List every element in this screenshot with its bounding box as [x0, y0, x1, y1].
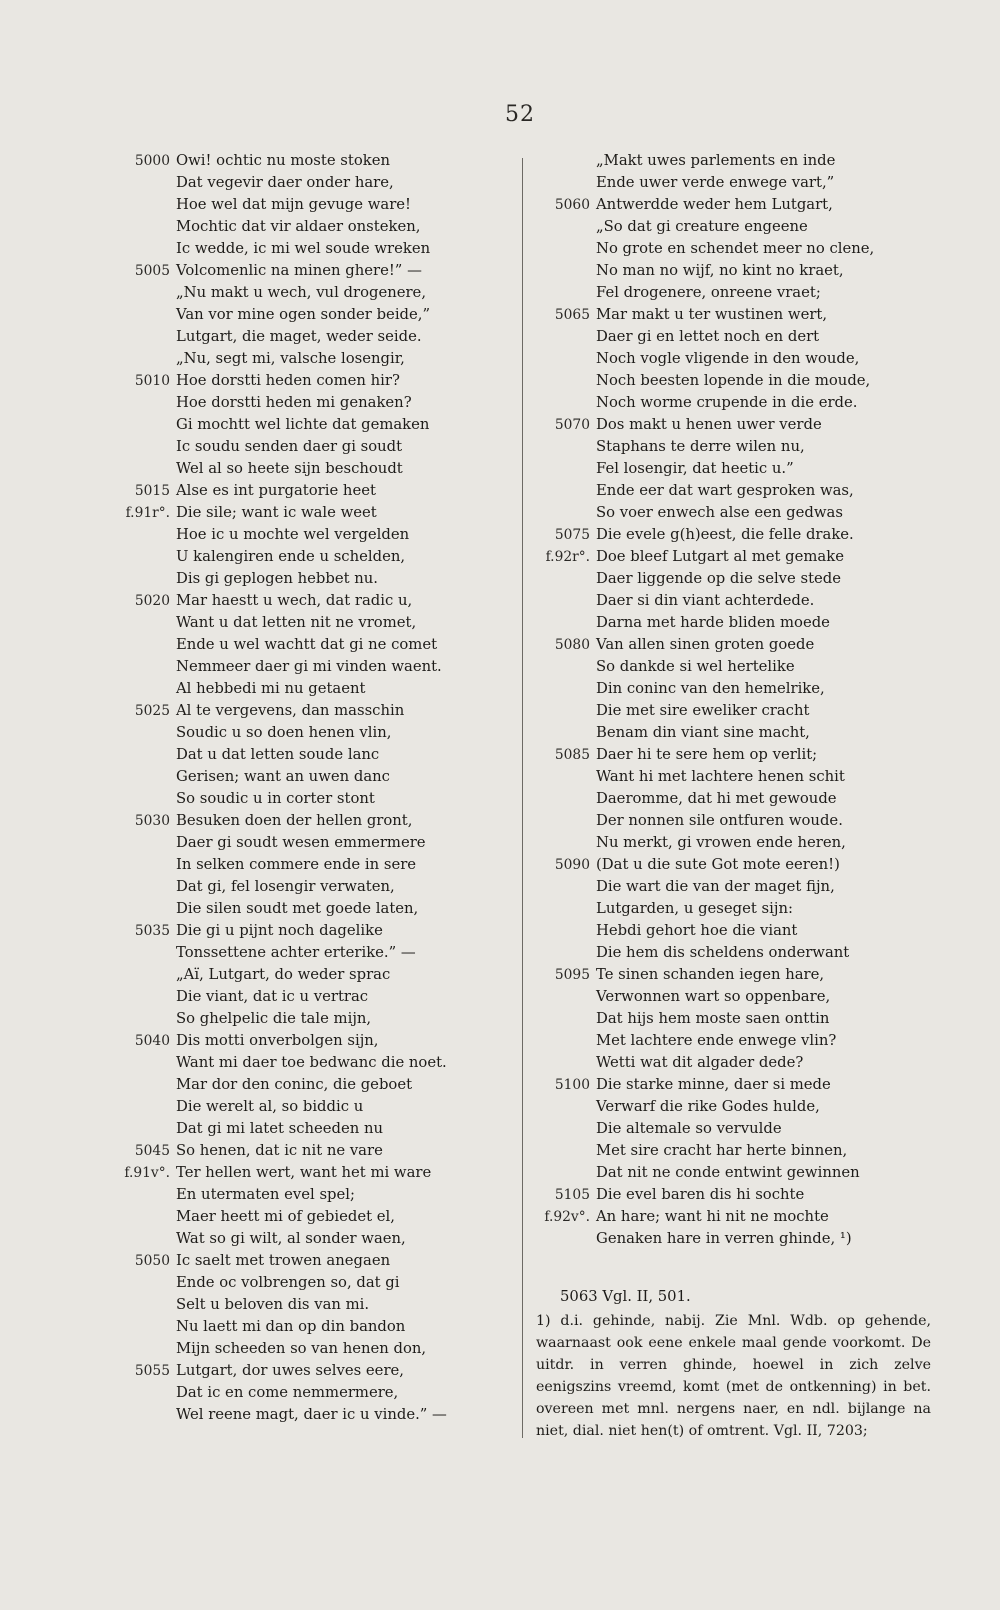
verse-text: Mar dor den coninc, die geboet [176, 1076, 413, 1093]
verse-text: Die hem dis scheldens onderwant [596, 944, 850, 961]
verse-text: Nemmeer daer gi mi vinden waent. [176, 658, 442, 675]
verse-text: Dis motti onverbolgen sijn, [176, 1032, 379, 1049]
verse-text: Noch worme crupende in die erde. [596, 394, 858, 411]
line-number: 5045 [134, 1143, 170, 1159]
right-verse-column [530, 150, 920, 1250]
verse-line [530, 414, 920, 436]
verse-line [110, 832, 480, 854]
verse-line [110, 216, 480, 238]
line-number: 5095 [554, 967, 590, 983]
verse-text: Noch vogle vligende in den woude, [596, 350, 860, 367]
verse-text: „Nu, segt mi, valsche losengir, [176, 350, 405, 367]
verse-text: Met sire cracht har herte binnen, [596, 1142, 848, 1159]
verse-text: Die starke minne, daer si mede [596, 1076, 831, 1093]
verse-text: Maer heett mi of gebiedet el, [176, 1208, 395, 1225]
verse-line [110, 1294, 480, 1316]
verse-text: Hebdi gehort hoe die viant [596, 922, 798, 939]
verse-line [530, 678, 920, 700]
verse-line [110, 1162, 480, 1184]
page-number: 52 [505, 102, 535, 127]
verse-line [530, 722, 920, 744]
verse-text: Die sile; want ic wale weet [176, 504, 377, 521]
verse-line [530, 216, 920, 238]
line-number: 5100 [554, 1077, 590, 1093]
line-number: f.92r°. [545, 549, 590, 565]
verse-text: (Dat u die sute Got mote eeren!) [596, 856, 840, 873]
verse-line [110, 1338, 480, 1360]
verse-line [110, 1008, 480, 1030]
verse-text: Ic saelt met trowen anegaen [176, 1252, 391, 1269]
verse-line [530, 942, 920, 964]
verse-line [530, 568, 920, 590]
verse-text: Soudic u so doen henen vlin, [176, 724, 392, 741]
verse-text: Die gi u pijnt noch dagelike [176, 922, 383, 939]
verse-text: Lutgarden, u geseget sijn: [596, 900, 793, 917]
verse-line [110, 920, 480, 942]
verse-line [530, 832, 920, 854]
verse-text: Die evele g(h)eest, die felle drake. [596, 526, 854, 543]
verse-line [530, 326, 920, 348]
verse-text: Die werelt al, so biddic u [176, 1098, 364, 1115]
verse-text: Mijn scheeden so van henen don, [176, 1340, 427, 1357]
verse-line [530, 920, 920, 942]
verse-line [110, 722, 480, 744]
verse-text: Besuken doen der hellen gront, [176, 812, 413, 829]
verse-line [530, 700, 920, 722]
verse-text: Al te vergevens, dan masschin [176, 702, 405, 719]
verse-text: Wetti wat dit algader dede? [596, 1054, 804, 1071]
verse-line [530, 524, 920, 546]
verse-text: Verwonnen wart so oppenbare, [596, 988, 831, 1005]
verse-text: Fel drogenere, onreene vraet; [596, 284, 821, 301]
column-divider [522, 158, 523, 1438]
verse-text: Fel losengir, dat heetic u.” [596, 460, 794, 477]
verse-text: So ghelpelic die tale mijn, [176, 1010, 372, 1027]
verse-text: Hoe dorstti heden mi genaken? [176, 394, 412, 411]
verse-text: Lutgart, dor uwes selves eere, [176, 1362, 404, 1379]
verse-text: U kalengiren ende u schelden, [176, 548, 406, 565]
verse-text: Doe bleef Lutgart al met gemake [596, 548, 844, 565]
verse-text: Nu merkt, gi vrowen ende heren, [596, 834, 846, 851]
verse-text: „Makt uwes parlements en inde [596, 152, 836, 169]
verse-line [110, 1404, 480, 1426]
verse-text: So voer enwech alse een gedwas [596, 504, 843, 521]
verse-text: Owi! ochtic nu moste stoken [176, 152, 390, 169]
verse-line [110, 524, 480, 546]
verse-text: No man no wijf, no kint no kraet, [596, 262, 844, 279]
verse-text: Noch beesten lopende in die moude, [596, 372, 871, 389]
line-number: 5005 [134, 263, 170, 279]
verse-text: Dat nit ne conde entwint gewinnen [596, 1164, 860, 1181]
line-number: 5105 [554, 1187, 590, 1203]
verse-text: Ende oc volbrengen so, dat gi [176, 1274, 400, 1291]
verse-line [530, 502, 920, 524]
verse-line [110, 876, 480, 898]
verse-text: Wel al so heete sijn beschoudt [176, 460, 403, 477]
line-number: 5075 [554, 527, 590, 543]
verse-line [530, 1030, 920, 1052]
verse-line [110, 656, 480, 678]
verse-text: Din coninc van den hemelrike, [596, 680, 825, 697]
verse-line [530, 766, 920, 788]
verse-text: En utermaten evel spel; [176, 1186, 355, 1203]
line-number: 5010 [134, 373, 170, 389]
verse-text: So henen, dat ic nit ne vare [176, 1142, 383, 1159]
verse-line [110, 1316, 480, 1338]
verse-line [530, 546, 920, 568]
verse-line [530, 1184, 920, 1206]
verse-line [530, 1228, 920, 1250]
left-verse-column [110, 150, 480, 1426]
verse-line [110, 810, 480, 832]
verse-text: Hoe dorstti heden comen hir? [176, 372, 400, 389]
verse-line [110, 612, 480, 634]
verse-line [110, 634, 480, 656]
verse-line [110, 1228, 480, 1250]
verse-text: So soudic u in corter stont [176, 790, 375, 807]
line-number: 5025 [134, 703, 170, 719]
verse-text: Ic soudu senden daer gi soudt [176, 438, 403, 455]
verse-line [110, 854, 480, 876]
verse-line [530, 656, 920, 678]
verse-line [110, 678, 480, 700]
verse-line [530, 392, 920, 414]
verse-text: Dat u dat letten soude lanc [176, 746, 380, 763]
verse-text: Dat vegevir daer onder hare, [176, 174, 394, 191]
verse-text: Nu laett mi dan op din bandon [176, 1318, 406, 1335]
verse-text: Genaken hare in verren ghinde, ¹) [596, 1230, 852, 1247]
verse-line [110, 436, 480, 458]
verse-text: Van vor mine ogen sonder beide,” [176, 306, 431, 323]
verse-line [110, 1206, 480, 1228]
verse-line [110, 1052, 480, 1074]
line-number: 5065 [554, 307, 590, 323]
verse-line [530, 788, 920, 810]
verse-line [110, 304, 480, 326]
verse-line [530, 194, 920, 216]
verse-line [530, 260, 920, 282]
verse-text: Die altemale so vervulde [596, 1120, 782, 1137]
verse-text: Die viant, dat ic u vertrac [176, 988, 369, 1005]
verse-line [110, 282, 480, 304]
line-number: 5000 [134, 153, 170, 169]
line-number: 5090 [554, 857, 590, 873]
verse-text: Tonssettene achter erterike.” — [176, 944, 416, 961]
verse-line [110, 568, 480, 590]
verse-line [110, 1074, 480, 1096]
verse-text: Dat gi mi latet scheeden nu [176, 1120, 384, 1137]
line-number: 5020 [134, 593, 170, 609]
verse-line [110, 370, 480, 392]
verse-line [530, 1074, 920, 1096]
verse-line [530, 282, 920, 304]
verse-line [530, 1206, 920, 1228]
verse-text: Daer gi soudt wesen emmermere [176, 834, 426, 851]
verse-text: No grote en schendet meer no clene, [596, 240, 875, 257]
footnote: 1) d.i. gehinde, nabij. Zie Mnl. Wdb. op gehende, waarnaast ook eene enkele maal gende voorkomt. De uitdr. in verren ghinde, hoewel in zich zelve eenigszins vreemd, komt (met de ontkenning) in bet. overeen met mnl. nergens naer, en ndl. bijlange na niet, dial. niet hen(t) of omtrent. Vgl. II, 7203; [536, 1313, 931, 1439]
verse-note: 5063 Vgl. II, 501. [560, 1288, 691, 1305]
verse-line [110, 1184, 480, 1206]
verse-line [530, 986, 920, 1008]
line-number: 5050 [134, 1253, 170, 1269]
verse-line [110, 1140, 480, 1162]
verse-line [110, 348, 480, 370]
verse-line [530, 964, 920, 986]
verse-line [530, 480, 920, 502]
line-number: f.91r°. [125, 505, 170, 521]
verse-text: Staphans te derre wilen nu, [596, 438, 805, 455]
verse-line [530, 348, 920, 370]
verse-line [530, 458, 920, 480]
verse-line [110, 1272, 480, 1294]
verse-text: Al hebbedi mi nu getaent [176, 680, 366, 697]
verse-text: Want mi daer toe bedwanc die noet. [176, 1054, 447, 1071]
line-number: 5015 [134, 483, 170, 499]
verse-line [110, 414, 480, 436]
verse-text: Mochtic dat vir aldaer onsteken, [176, 218, 421, 235]
verse-line [530, 854, 920, 876]
verse-text: Dat ic en come nemmermere, [176, 1384, 399, 1401]
verse-line [110, 1030, 480, 1052]
verse-line [110, 1250, 480, 1272]
verse-text: Ic wedde, ic mi wel soude wreken [176, 240, 431, 257]
verse-line [110, 986, 480, 1008]
verse-line [110, 480, 480, 502]
verse-line [110, 260, 480, 282]
line-number: 5085 [554, 747, 590, 763]
verse-text: Te sinen schanden iegen hare, [596, 966, 825, 983]
verse-text: Selt u beloven dis van mi. [176, 1296, 370, 1313]
verse-line [530, 1096, 920, 1118]
verse-line [110, 458, 480, 480]
verse-line [530, 1118, 920, 1140]
verse-text: Die met sire eweliker cracht [596, 702, 810, 719]
verse-line [530, 1140, 920, 1162]
verse-text: Lutgart, die maget, weder seide. [176, 328, 422, 345]
verse-line [530, 1008, 920, 1030]
verse-line [110, 1096, 480, 1118]
verse-text: Darna met harde bliden moede [596, 614, 830, 631]
verse-text: Daer liggende op die selve stede [596, 570, 842, 587]
verse-text: In selken commere ende in sere [176, 856, 417, 873]
line-number: 5080 [554, 637, 590, 653]
verse-text: Met lachtere ende enwege vlin? [596, 1032, 837, 1049]
verse-line [530, 150, 920, 172]
line-number: f.91v°. [124, 1165, 170, 1181]
verse-text: Verwarf die rike Godes hulde, [596, 1098, 820, 1115]
verse-line [530, 1162, 920, 1184]
verse-text: Mar makt u ter wustinen wert, [596, 306, 828, 323]
verse-text: Mar haestt u wech, dat radic u, [176, 592, 413, 609]
verse-line [530, 172, 920, 194]
verse-text: Daeromme, dat hi met gewoude [596, 790, 837, 807]
verse-text: Ende eer dat wart gesproken was, [596, 482, 854, 499]
verse-text: „Aï, Lutgart, do weder sprac [176, 966, 391, 983]
verse-text: Ende uwer verde enwege vart,” [596, 174, 835, 191]
verse-line [110, 172, 480, 194]
verse-line [110, 326, 480, 348]
verse-text: Gerisen; want an uwen danc [176, 768, 390, 785]
verse-line [110, 194, 480, 216]
line-number: 5060 [554, 197, 590, 213]
verse-text: Alse es int purgatorie heet [176, 482, 376, 499]
verse-text: Die evel baren dis hi sochte [596, 1186, 805, 1203]
verse-text: Van allen sinen groten goede [596, 636, 815, 653]
line-number: 5030 [134, 813, 170, 829]
verse-text: „Nu makt u wech, vul drogenere, [176, 284, 427, 301]
verse-line [110, 150, 480, 172]
verse-line [110, 590, 480, 612]
verse-line [110, 1360, 480, 1382]
line-number: f.92v°. [544, 1209, 590, 1225]
verse-text: Daer gi en lettet noch en dert [596, 328, 820, 345]
line-number: 5035 [134, 923, 170, 939]
verse-text: Want hi met lachtere henen schit [596, 768, 845, 785]
verse-line [530, 810, 920, 832]
verse-line [530, 612, 920, 634]
verse-text: Die silen soudt met goede laten, [176, 900, 419, 917]
verse-text: Volcomenlic na minen ghere!” — [176, 262, 422, 279]
verse-line [110, 700, 480, 722]
verse-line [110, 964, 480, 986]
verse-line [110, 1382, 480, 1404]
verse-line [110, 788, 480, 810]
verse-line [110, 766, 480, 788]
verse-text: Hoe ic u mochte wel vergelden [176, 526, 410, 543]
verse-line [530, 1052, 920, 1074]
verse-line [530, 898, 920, 920]
verse-text: Die wart die van der maget fijn, [596, 878, 835, 895]
verse-line [110, 392, 480, 414]
verse-line [110, 942, 480, 964]
verse-text: Ende u wel wachtt dat gi ne comet [176, 636, 438, 653]
verse-text: Benam din viant sine macht, [596, 724, 810, 741]
verse-text: Gi mochtt wel lichte dat gemaken [176, 416, 430, 433]
verse-text: Want u dat letten nit ne vromet, [176, 614, 417, 631]
verse-line [110, 744, 480, 766]
verse-line [530, 590, 920, 612]
verse-line [530, 634, 920, 656]
verse-text: An hare; want hi nit ne mochte [596, 1208, 829, 1225]
verse-text: So dankde si wel hertelike [596, 658, 795, 675]
verse-text: Daer hi te sere hem op verlit; [596, 746, 818, 763]
verse-line [530, 436, 920, 458]
line-number: 5070 [554, 417, 590, 433]
verse-line [110, 898, 480, 920]
verse-text: Dos makt u henen uwer verde [596, 416, 822, 433]
verse-text: Wel reene magt, daer ic u vinde.” — [176, 1406, 447, 1423]
line-number: 5055 [134, 1363, 170, 1379]
verse-text: Antwerdde weder hem Lutgart, [596, 196, 833, 213]
verse-line [530, 238, 920, 260]
line-number: 5040 [134, 1033, 170, 1049]
verse-line [530, 370, 920, 392]
verse-text: Dis gi geplogen hebbet nu. [176, 570, 379, 587]
verse-line [110, 238, 480, 260]
verse-text: Hoe wel dat mijn gevuge ware! [176, 196, 411, 213]
verse-text: Der nonnen sile ontfuren woude. [596, 812, 843, 829]
verse-line [530, 876, 920, 898]
verse-line [110, 502, 480, 524]
verse-line [110, 1118, 480, 1140]
verse-text: Ter hellen wert, want het mi ware [176, 1164, 432, 1181]
verse-text: „So dat gi creature engeene [596, 218, 808, 235]
verse-line [530, 744, 920, 766]
verse-text: Dat gi, fel losengir verwaten, [176, 878, 395, 895]
verse-text: Wat so gi wilt, al sonder waen, [176, 1230, 406, 1247]
verse-text: Dat hijs hem moste saen onttin [596, 1010, 830, 1027]
verse-line [530, 304, 920, 326]
verse-line [110, 546, 480, 568]
verse-text: Daer si din viant achterdede. [596, 592, 815, 609]
